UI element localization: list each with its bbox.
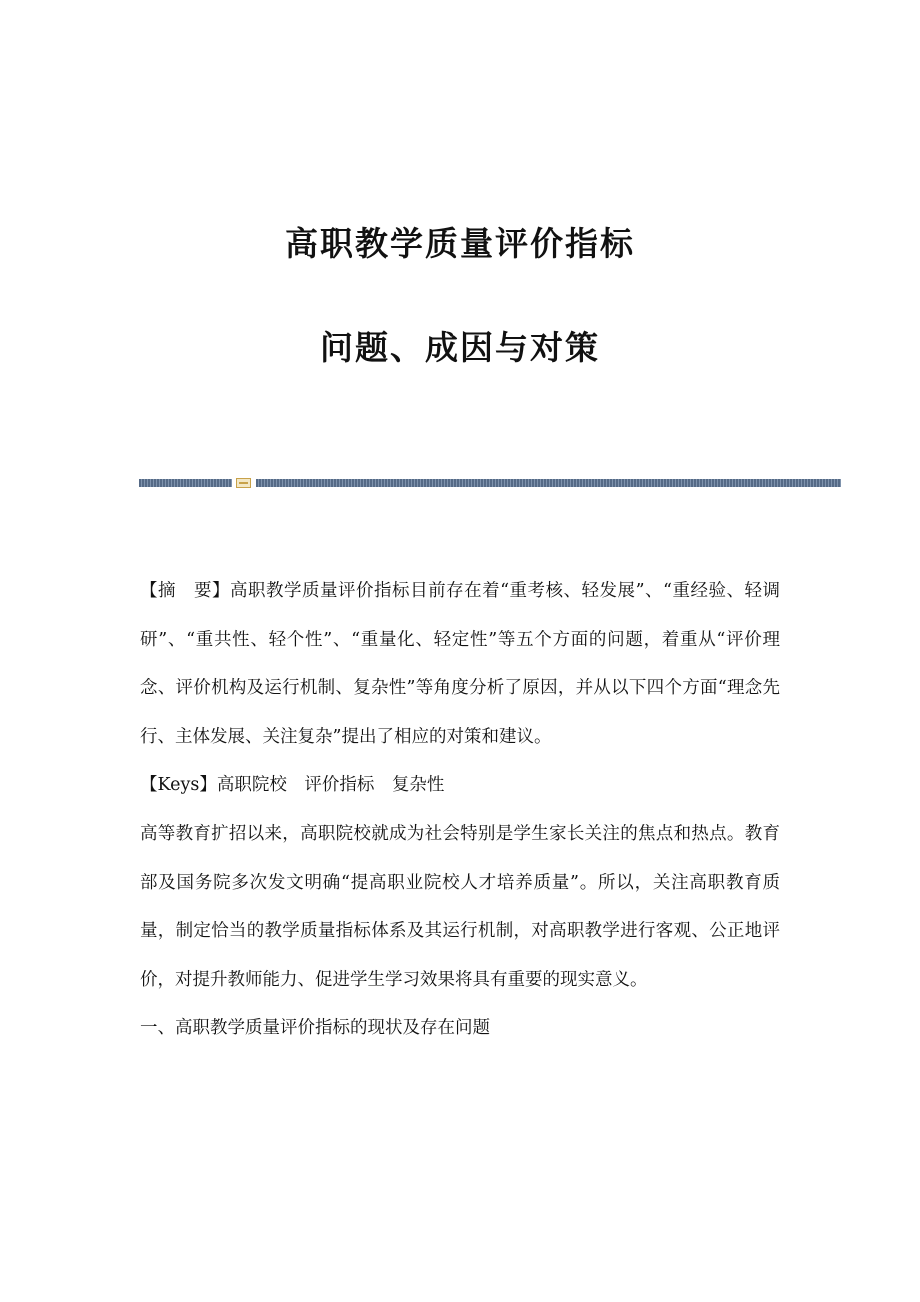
divider-left-bar xyxy=(139,479,232,487)
intro-paragraph: 高等教育扩招以来，高职院校就成为社会特别是学生家长关注的焦点和热点。教育部及国务院多次发文明确“提高职业院校人才培养质量”。所以，关注高职教育质量，制定恰当的教学质量指标体系及其运行机制，对高职教学进行客观、公正地评价，对提升教师能力、促进学生学习效果将具有重要的现实意义。 xyxy=(140,823,780,990)
divider-ornament-icon xyxy=(236,478,251,488)
document-body xyxy=(140,567,780,1053)
keywords-line: 【Keys】高职院校 评价指标 复杂性 xyxy=(140,775,445,796)
section-1-heading: 一、高职教学质量评价指标的现状及存在问题 xyxy=(140,1018,490,1039)
document-title-line-2: 问题、成因与对策 xyxy=(320,328,600,367)
abstract-paragraph: 【摘 要】高职教学质量评价指标目前存在着“重考核、轻发展”、“重经验、轻调研”、“重共性、轻个性”、“重量化、轻定性”等五个方面的问题，着重从“评价理念、评价机构及运行机制、复杂性”等角度分析了原因，并从以下四个方面“理念先行、主体发展、关注复杂”提出了相应的对策和建议。 xyxy=(140,581,780,747)
divider-right-bar xyxy=(256,479,841,487)
document-title-line-1: 高职教学质量评价指标 xyxy=(285,224,635,263)
